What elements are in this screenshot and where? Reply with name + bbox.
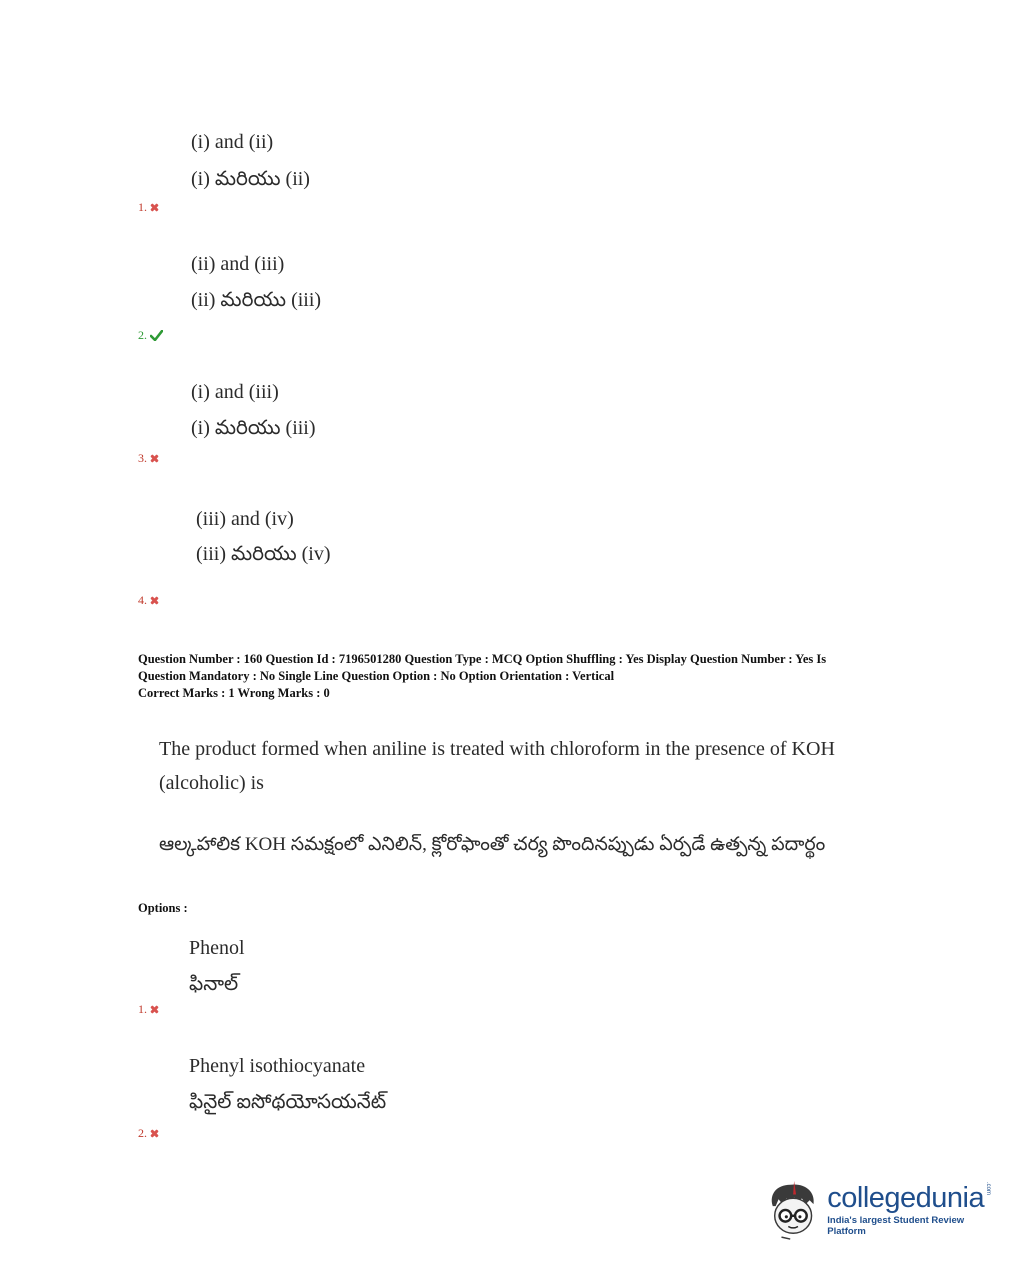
question-english: The product formed when aniline is treated with chloroform in the presence of KOH bbox=[159, 738, 835, 760]
option-english: (ii) and (iii) bbox=[191, 253, 285, 275]
option-number: 1. bbox=[138, 1002, 147, 1016]
meta-line: Question Number : 160 Question Id : 7196501280 Question Type : MCQ Option Shuffling : Yes Display Question Number : Yes Is bbox=[138, 652, 827, 666]
question-meta bbox=[138, 651, 918, 702]
collegedunia-logo bbox=[765, 1176, 1000, 1246]
option-marker bbox=[138, 593, 159, 608]
question-english: (alcoholic) is bbox=[159, 772, 264, 794]
option-marker bbox=[138, 200, 159, 215]
option-number: 2. bbox=[138, 1126, 147, 1140]
brand-tagline: India's largest Student Review Platform bbox=[827, 1214, 965, 1237]
option-english: (i) and (ii) bbox=[191, 131, 274, 153]
option-telugu: ఫినైల్ ఐసోథయోసయనేట్ bbox=[189, 1091, 387, 1113]
check-icon bbox=[150, 330, 163, 341]
option-english: Phenyl isothiocyanate bbox=[189, 1055, 366, 1077]
meta-line: Correct Marks : 1 Wrong Marks : 0 bbox=[138, 686, 330, 700]
option-english: (iii) and (iv) bbox=[196, 508, 294, 530]
question-telugu: ఆల్కహాలిక KOH సమక్షంలో ఎనిలిన్, క్లోరోఫాంతో చర్య పొందినప్పుడు ఏర్పడే ఉత్పన్న పదార్థం bbox=[159, 834, 826, 855]
option-number: 1. bbox=[138, 200, 147, 214]
option-number: 2. bbox=[138, 328, 147, 342]
brand-suffix: .com bbox=[985, 1181, 992, 1195]
option-english: Phenol bbox=[189, 937, 245, 959]
options-label: Options : bbox=[138, 901, 188, 915]
option-marker bbox=[138, 1126, 159, 1141]
meta-line: Question Mandatory : No Single Line Question Option : No Option Orientation : Vertical bbox=[138, 669, 615, 683]
option-telugu: (i) మరియు (ii) bbox=[191, 168, 310, 190]
question-text bbox=[159, 732, 919, 800]
option-marker bbox=[138, 328, 163, 343]
option-marker bbox=[138, 1002, 159, 1017]
option-number: 4. bbox=[138, 593, 147, 607]
option-telugu: (ii) మరియు (iii) bbox=[191, 289, 322, 311]
cross-icon bbox=[150, 454, 159, 463]
cross-icon bbox=[150, 203, 159, 212]
option-telugu: (iii) మరియు (iv) bbox=[196, 543, 331, 565]
cross-icon bbox=[150, 1005, 159, 1014]
brand-name: collegedunia bbox=[827, 1181, 985, 1214]
option-english: (i) and (iii) bbox=[191, 381, 279, 403]
option-marker bbox=[138, 451, 159, 466]
cross-icon bbox=[150, 1129, 159, 1138]
cross-icon bbox=[150, 596, 159, 605]
mascot-icon bbox=[765, 1176, 821, 1242]
option-telugu: (i) మరియు (iii) bbox=[191, 417, 316, 439]
option-telugu: ఫినాల్ bbox=[189, 973, 239, 995]
option-number: 3. bbox=[138, 451, 147, 465]
